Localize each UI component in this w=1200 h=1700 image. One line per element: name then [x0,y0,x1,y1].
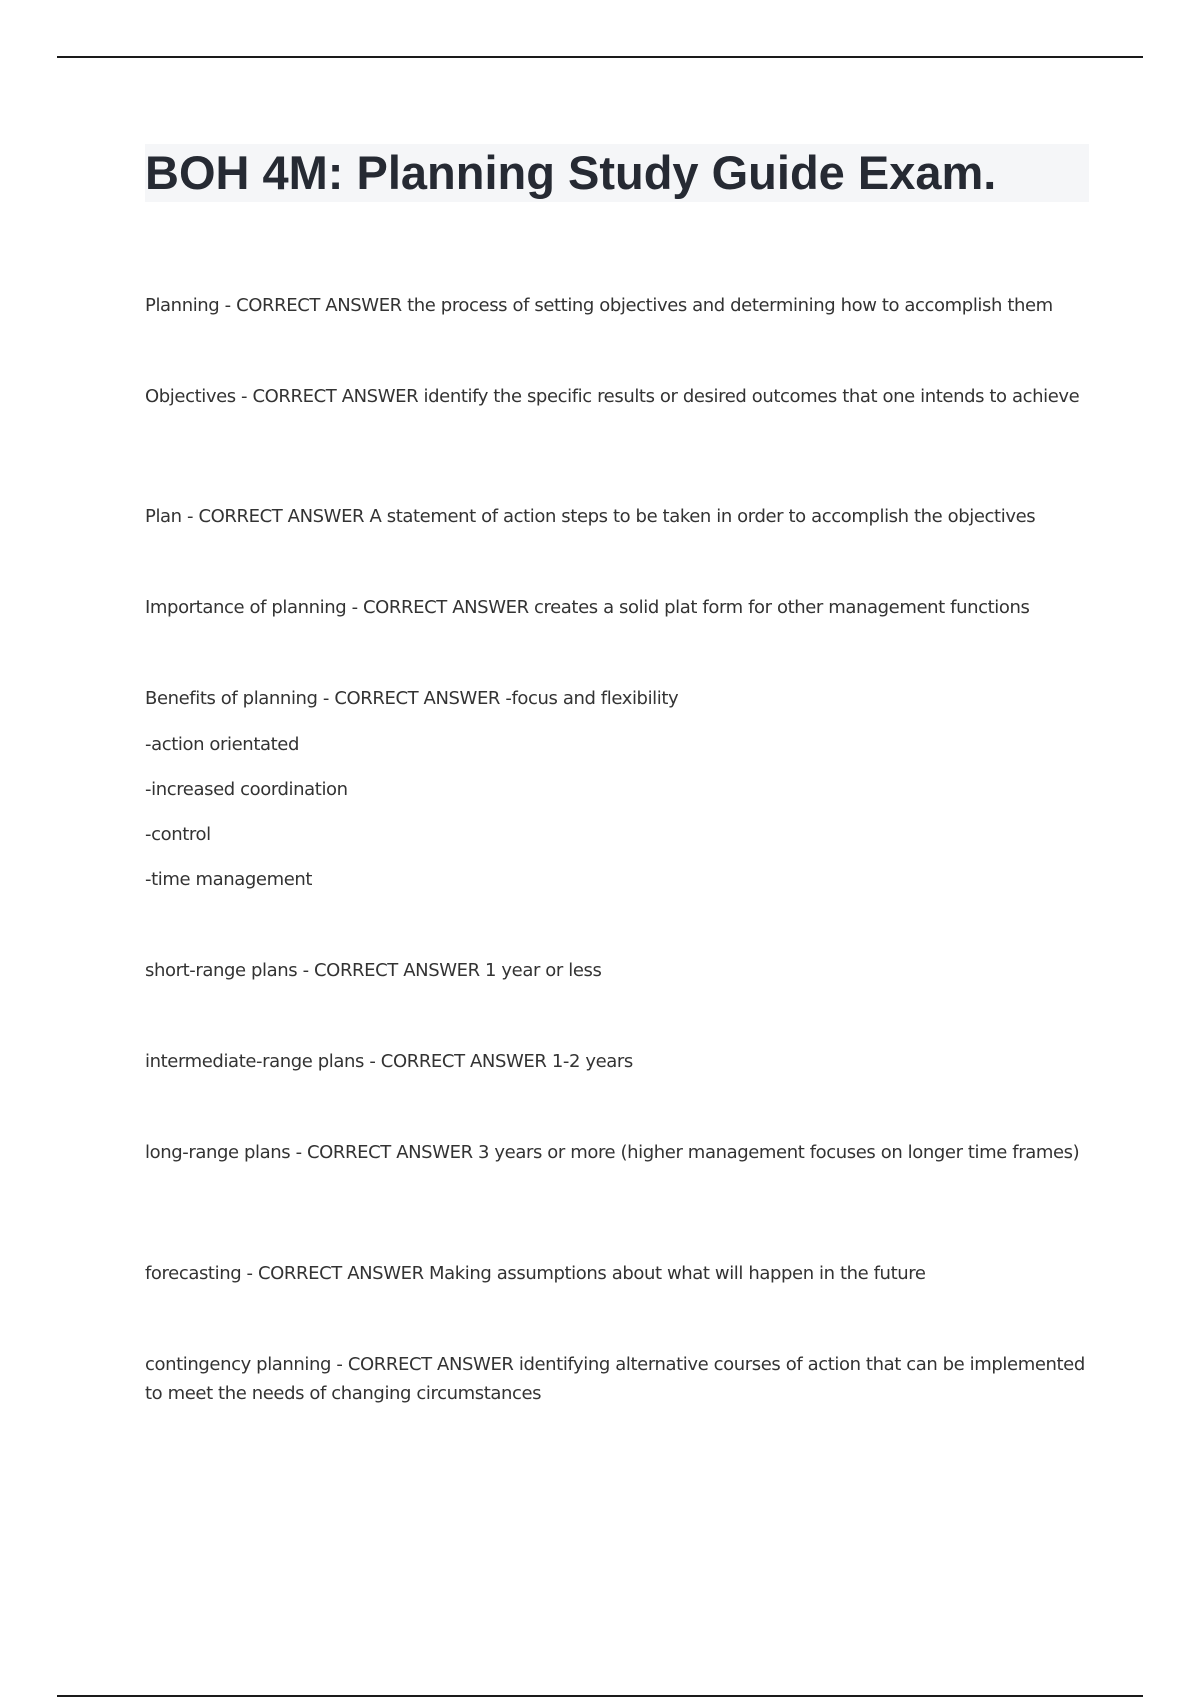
entry-definition: identifying alternative courses of action that can be implemented to meet the needs of changing circumstances [145,1354,1085,1404]
entry-separator: - [331,1354,348,1375]
entry-definition: the process of setting objectives and determining how to accomplish them [407,295,1053,316]
entry-definition: 1-2 years [551,1051,633,1072]
entry-definition: 3 years or more (higher management focuses on longer time frames) [478,1142,1080,1163]
study-entry [145,382,1090,411]
entry-definition: -focus and flexibility [505,688,679,709]
entry-term: short-range plans [145,960,298,981]
entry-definition: creates a solid plat form for other management functions [534,597,1030,618]
entry-term: intermediate-range plans [145,1051,365,1072]
entry-definition: A statement of action steps to be taken in order to accomplish the objectives [369,506,1036,527]
answer-tag: CORRECT ANSWER [380,1051,547,1072]
study-entry [145,1047,1090,1076]
entry-term: Objectives [145,386,236,407]
entry-separator: - [219,295,237,316]
entry-term: Importance of planning [145,597,347,618]
entry-term: forecasting [145,1263,242,1284]
answer-tag: CORRECT ANSWER [252,386,419,407]
answer-tag: CORRECT ANSWER [257,1263,424,1284]
entry-term: Plan [145,506,182,527]
entry-sub-item: -time management [145,869,313,890]
entry-separator: - [241,1263,258,1284]
study-entry [145,502,1090,531]
study-entry [145,593,1090,622]
header-rule [57,56,1143,58]
footer-rule [57,1695,1143,1697]
study-entry [145,1138,1090,1167]
entry-separator: - [364,1051,381,1072]
study-entry [145,1350,1090,1408]
answer-tag: CORRECT ANSWER [347,1354,514,1375]
entry-term: Planning [145,295,220,316]
entry-term: Benefits of planning [145,688,318,709]
answer-tag: CORRECT ANSWER [236,295,402,316]
entry-separator: - [297,960,315,981]
entry-definition: 1 year or less [485,960,602,981]
entry-separator: - [317,688,335,709]
study-entry [145,1259,1090,1288]
title-block [145,144,1089,202]
entry-definition: identify the specific results or desired outcomes that one intends to achieve [423,386,1080,407]
entry-separator: - [346,597,363,618]
entry-definition: Making assumptions about what will happen in the future [429,1263,926,1284]
answer-tag: CORRECT ANSWER [314,960,480,981]
answer-tag: CORRECT ANSWER [307,1142,473,1163]
study-entry [145,291,1090,320]
study-entry [145,684,1090,713]
entry-sub-item: -increased coordination [145,779,348,800]
entry-term: contingency planning [145,1354,332,1375]
entry-separator: - [290,1142,307,1163]
entry-term: long-range plans [145,1142,291,1163]
entry-sub-item: -control [145,824,211,845]
answer-tag: CORRECT ANSWER [198,506,365,527]
answer-tag: CORRECT ANSWER [334,688,501,709]
answer-tag: CORRECT ANSWER [363,597,529,618]
entry-separator: - [181,506,199,527]
study-entry [145,956,1090,985]
entry-separator: - [235,386,253,407]
entry-sub-item: -action orientated [145,734,299,755]
document-title: BOH 4M: Planning Study Guide Exam. [145,146,997,199]
